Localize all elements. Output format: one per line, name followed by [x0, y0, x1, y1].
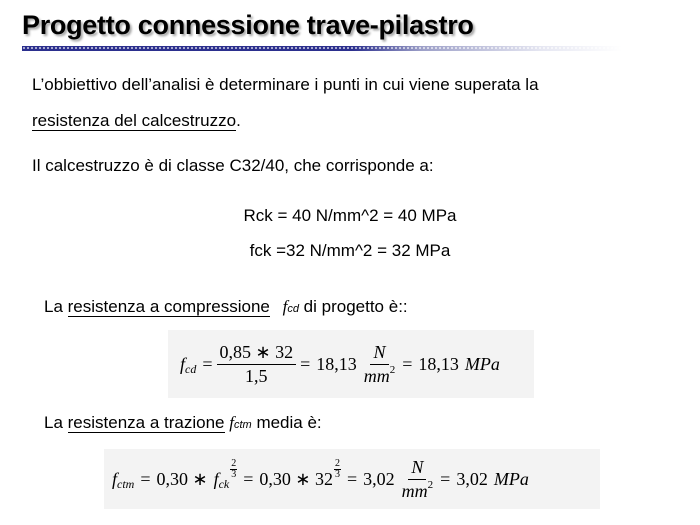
fcd-formula: f cd = $\frac{0,85 ∗ 32}{1,5}$ = 18,13 $\frac{N}{mm^2}$ = 18,13 MPa: [168, 330, 534, 398]
intro-line-2: [32, 111, 241, 131]
fctm-symbol: fctm: [229, 413, 252, 432]
title-underline-dots: [22, 46, 622, 51]
fck-line: fck =32 N/mm^2 = 32 MPa: [249, 241, 451, 260]
intro-line-1: L’obbiettivo dell’analisi è determinare i punti in cui viene superata la: [32, 75, 539, 94]
traction-suffix: media è:: [251, 413, 322, 432]
traction-underlined: resistenza a trazione: [67, 413, 225, 432]
traction-prefix: La: [44, 413, 68, 432]
compression-prefix: La: [44, 297, 68, 316]
concrete-resistance-underlined: resistenza del calcestruzzo: [32, 111, 237, 130]
concrete-class-line: Il calcestruzzo è di classe C32/40, che corrisponde a:: [32, 156, 434, 175]
rck-line: Rck = 40 N/mm^2 = 40 MPa: [243, 206, 457, 225]
compression-suffix: di progetto è::: [298, 297, 408, 316]
traction-line: [44, 413, 322, 433]
fcd-symbol: fcd: [282, 297, 299, 316]
slide-title: Progetto connessione trave-pilastro: [22, 10, 474, 40]
compression-line: [44, 297, 408, 317]
intro-line-2-end: .: [236, 111, 241, 130]
fctm-formula: f ctm = 0,30 ∗ f ck 2 3 = 0,30 ∗ 32 2 3 = 3,02 $\frac{N}{mm^2}$ = 3,02 MPa: [104, 449, 600, 509]
compression-underlined: resistenza a compressione: [67, 297, 270, 316]
